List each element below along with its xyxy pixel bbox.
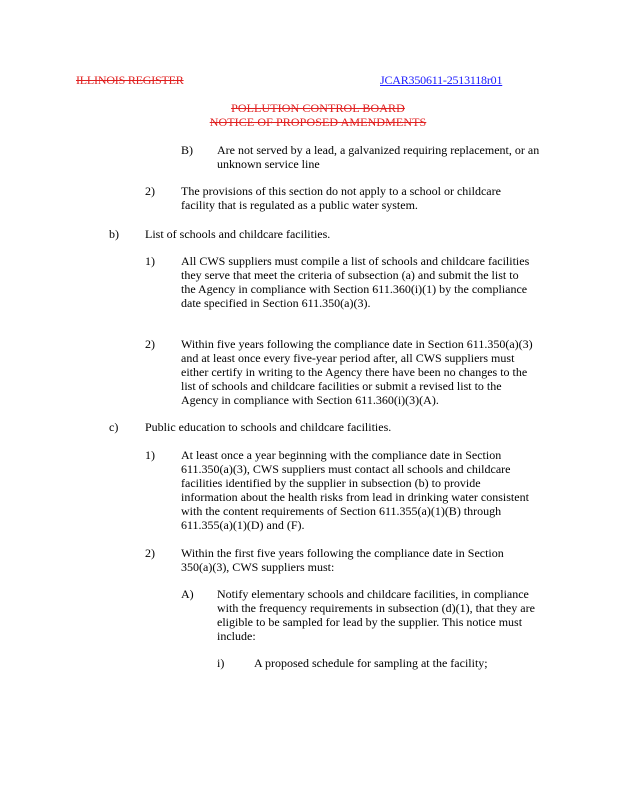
text-line: A proposed schedule for sampling at the facility; xyxy=(254,656,488,670)
text-line: facility that is regulated as a public water system. xyxy=(181,198,418,212)
text-line: 611.355(a)(1)(D) and (F). xyxy=(181,518,305,532)
item-label: 1) xyxy=(145,254,155,268)
item-label: i) xyxy=(217,656,225,670)
text-line: 350(a)(3), CWS suppliers must: xyxy=(181,560,335,574)
item-text xyxy=(217,143,607,171)
text-line: Within the first five years following the compliance date in Section xyxy=(181,546,504,560)
item-text xyxy=(181,254,581,310)
item-text xyxy=(145,227,565,241)
text-line: include: xyxy=(217,629,256,643)
item-label: 2) xyxy=(145,337,155,351)
item-text xyxy=(254,656,594,670)
text-line: List of schools and childcare facilities. xyxy=(145,227,331,241)
item-text xyxy=(145,420,565,434)
text-line: The provisions of this section do not apply to a school or childcare xyxy=(181,184,501,198)
register-header: ILLINOIS REGISTER xyxy=(76,73,184,87)
item-text xyxy=(181,184,581,212)
text-line: Agency in compliance with Section 611.360(i)(3)(A). xyxy=(181,393,439,407)
text-line: eligible to be sampled for lead by the supplier. This notice must xyxy=(217,615,523,629)
item-text xyxy=(181,448,581,532)
document-id: JCAR350611-2513118r01 xyxy=(380,73,503,87)
text-line: Notify elementary schools and childcare facilities, in compliance xyxy=(217,587,529,601)
text-line: Within five years following the compliance date in Section 611.350(a)(3) xyxy=(181,337,533,351)
text-line: facilities identified by the supplier in subsection (b) to provide xyxy=(181,476,481,490)
item-text xyxy=(181,546,581,574)
agency-title: POLLUTION CONTROL BOARD xyxy=(231,101,405,115)
notice-title: NOTICE OF PROPOSED AMENDMENTS xyxy=(209,115,427,129)
text-line: Are not served by a lead, a galvanized requiring replacement, or an xyxy=(217,143,540,157)
item-label: b) xyxy=(109,227,119,241)
text-line: with the frequency requirements in subsection (d)(1), that they are xyxy=(217,601,535,615)
item-label: 2) xyxy=(145,184,155,198)
text-line: list of schools and childcare facilities or submit a revised list to the xyxy=(181,379,502,393)
text-line: 611.350(a)(3), CWS suppliers must contact all schools and childcare xyxy=(181,462,511,476)
text-line: and at least once every five-year period after, all CWS suppliers must xyxy=(181,351,515,365)
text-line: they serve that meet the criteria of subsection (a) and submit the list to xyxy=(181,268,519,282)
item-label: A) xyxy=(181,587,194,601)
item-label: B) xyxy=(181,143,193,157)
text-line: the Agency in compliance with Section 611.360(i)(1) by the compliance xyxy=(181,282,528,296)
text-line: either certify in writing to the Agency there have been no changes to the xyxy=(181,365,528,379)
item-label: 2) xyxy=(145,546,155,560)
text-line: At least once a year beginning with the compliance date in Section xyxy=(181,448,502,462)
text-line: Public education to schools and childcare facilities. xyxy=(145,420,392,434)
item-text xyxy=(217,587,597,643)
text-line: All CWS suppliers must compile a list of schools and childcare facilities xyxy=(181,254,530,268)
text-line: date specified in Section 611.350(a)(3). xyxy=(181,296,371,310)
item-label: 1) xyxy=(145,448,155,462)
item-text xyxy=(181,337,581,407)
text-line: unknown service line xyxy=(217,157,320,171)
item-label: c) xyxy=(109,420,119,434)
text-line: with the content requirements of Section 611.355(a)(1)(B) through xyxy=(181,504,502,518)
text-line: information about the health risks from lead in drinking water consistent xyxy=(181,490,529,504)
